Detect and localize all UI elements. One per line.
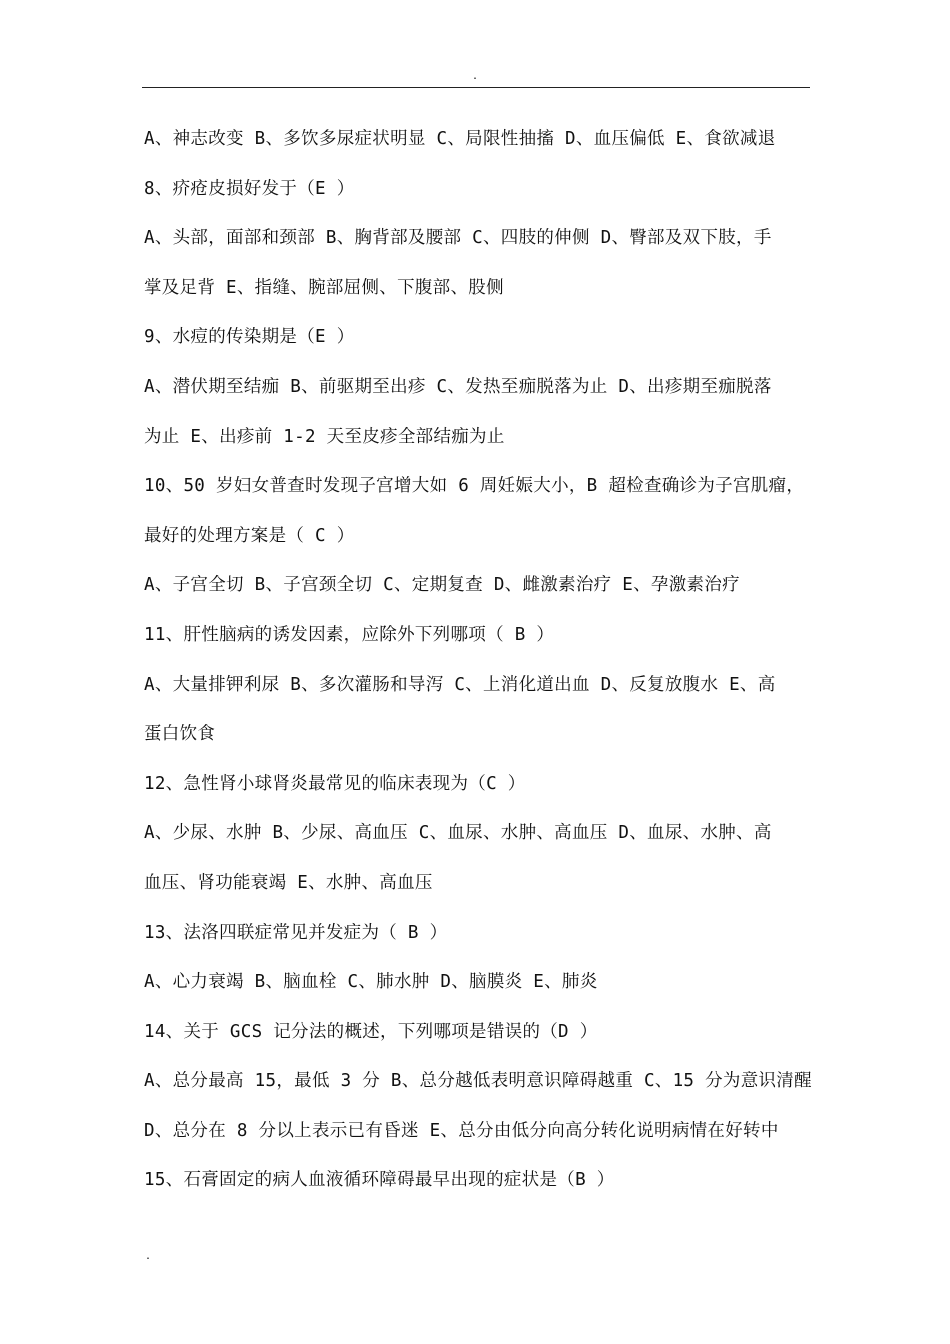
text-line: A、总分最高 15，最低 3 分 B、总分越低表明意识障碍越重 C、15 分为意识清醒: [144, 1071, 812, 1092]
question-line: 15、石膏固定的病人血液循环障碍最早出现的症状是（B ）: [144, 1170, 615, 1191]
question-line: 10、50 岁妇女普查时发现子宫增大如 6 周妊娠大小，B 超检查确诊为子宫肌瘤，: [144, 476, 805, 497]
question-line: 14、关于 GCS 记分法的概述，下列哪项是错误的（D ）: [144, 1021, 598, 1042]
question-line: 13、法洛四联症常见并发症为（ B ）: [144, 922, 448, 943]
question-line: 12、急性肾小球肾炎最常见的临床表现为（C ）: [144, 773, 526, 794]
text-line: 蛋白饮食: [144, 724, 216, 745]
text-line: A、神志改变 B、多饮多尿症状明显 C、局限性抽搐 D、血压偏低 E、食欲减退: [144, 129, 776, 149]
text-line: D、总分在 8 分以上表示已有昏迷 E、总分由低分向高分转化说明病情在好转中: [144, 1120, 779, 1141]
text-line: 掌及足背 E、指缝、腕部屈侧、下腹部、股侧: [144, 277, 504, 298]
text-line: A、子宫全切 B、子宫颈全切 C、定期复查 D、雌激素治疗 E、孕激素治疗: [144, 575, 740, 596]
text-line: A、潜伏期至结痂 B、前驱期至出疹 C、发热至痂脱落为止 D、出疹期至痂脱落: [144, 376, 772, 397]
document-body: [144, 115, 814, 1206]
text-line: A、少尿、水肿 B、少尿、高血压 C、血尿、水肿、高血压 D、血尿、水肿、高: [144, 823, 772, 844]
question-line: 9、水痘的传染期是（E ）: [144, 327, 355, 348]
footer-dot: .: [145, 1251, 152, 1262]
text-line: A、头部，面部和颈部 B、胸背部及腰部 C、四肢的伸侧 D、臀部及双下肢，手: [144, 228, 772, 249]
text-line: 为止 E、出疹前 1-2 天至皮疹全部结痂为止: [144, 426, 505, 447]
question-line: 8、疥疮皮损好发于（E ）: [144, 178, 355, 199]
question-line: 最好的处理方案是（ C ）: [144, 525, 355, 546]
text-line: A、大量排钾利尿 B、多次灌肠和导泻 C、上消化道出血 D、反复放腹水 E、高: [144, 674, 776, 695]
question-line: 11、肝性脑病的诱发因素，应除外下列哪项（ B ）: [144, 624, 555, 645]
text-line: A、心力衰竭 B、脑血栓 C、肺水肿 D、脑膜炎 E、肺炎: [144, 972, 598, 993]
header-dot: .: [472, 71, 479, 82]
header-rule: [142, 87, 810, 88]
text-line: 血压、肾功能衰竭 E、水肿、高血压: [144, 872, 433, 893]
